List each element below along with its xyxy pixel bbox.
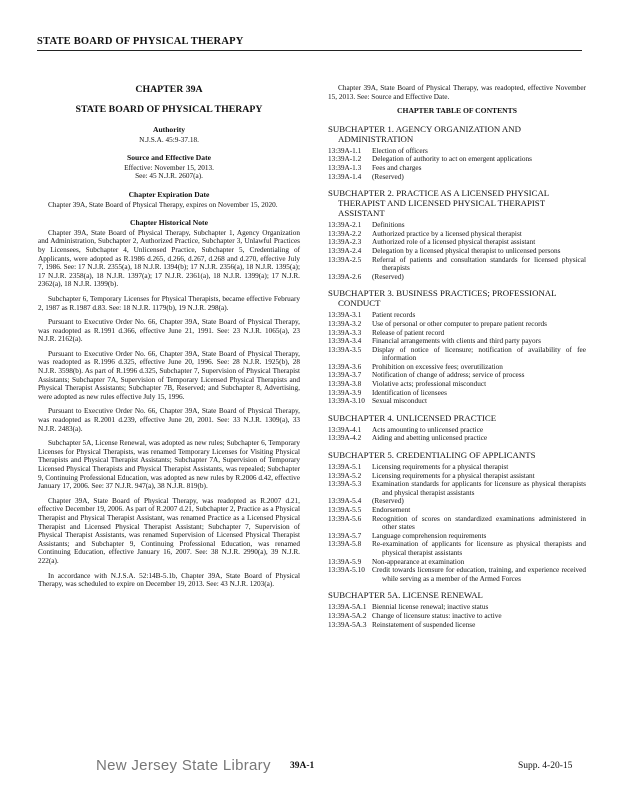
authority-text: N.J.S.A. 45:9-37.18. [139, 135, 199, 144]
section-number: 13:39A-1.2 [328, 155, 362, 164]
section-number: 13:39A-3.2 [328, 319, 362, 328]
section-number: 13:39A-3.4 [328, 337, 362, 346]
toc-entry [328, 247, 586, 256]
section-number: 13:39A-3.3 [328, 328, 362, 337]
toc-entry [328, 221, 586, 230]
history-paragraph: Pursuant to Executive Order No. 66, Chapter 39A, State Board of Physical Therapy, was readopted as R.1991 d.366, effective June 21, 1991. See: 23 N.J.R. 1065(a), 23 N.J.R. 2162(a). [38, 318, 300, 344]
toc-entry [328, 397, 586, 406]
section-number: 13:39A-2.6 [328, 272, 362, 281]
section-title: Patient records [372, 311, 416, 320]
toc-entry [328, 506, 586, 515]
section-number: 13:39A-5A.2 [328, 611, 367, 620]
section-title: Fees and charges [372, 163, 422, 172]
toc-entry [328, 346, 586, 363]
section-title: (Reserved) [372, 172, 404, 181]
authority-heading: Authority [152, 125, 186, 134]
history-paragraph: Pursuant to Executive Order No. 66, Chapter 39A, State Board of Physical Therapy, was readopted as R.2001 d.239, effective June 20, 2001. See: 33 N.J.R. 1309(a), 33 N.J.R. 2483(a). [38, 407, 300, 433]
toc-entry [328, 480, 586, 497]
section-title: (Reserved) [372, 497, 404, 506]
section-title: (Reserved) [372, 272, 404, 281]
toc-entry [328, 311, 586, 320]
section-title: Display of notice of licensure; notification of availability of fee information [372, 345, 586, 363]
toc-entry [328, 540, 586, 557]
section-title: Release of patient record [372, 328, 445, 337]
toc-entry [328, 532, 586, 541]
section-title: Violative acts; professional misconduct [372, 380, 487, 389]
toc-entry [328, 497, 586, 506]
section-number: 13:39A-3.9 [328, 388, 362, 397]
toc-entry [328, 612, 586, 621]
section-title: Definitions [372, 221, 405, 230]
readoption-note: Chapter 39A, State Board of Physical Therapy, was readopted, effective November 15, 2013. See: Source and Effective Date. [328, 84, 586, 101]
subchapter-heading: SUBCHAPTER 5. CREDENTIALING OF APPLICANTS [328, 450, 536, 461]
section-number: 13:39A-3.8 [328, 380, 362, 389]
section-number: 13:39A-3.7 [328, 371, 362, 380]
toc-entry [328, 256, 586, 273]
section-title: Notification of change of address; service of process [372, 371, 525, 380]
section-number: 13:39A-5.9 [328, 557, 362, 566]
section-number: 13:39A-5.5 [328, 506, 362, 514]
section-number: 13:39A-2.3 [328, 238, 362, 247]
section-number: 13:39A-3.6 [328, 362, 362, 371]
expiration-heading: Chapter Expiration Date [128, 189, 210, 199]
left-column [38, 84, 300, 595]
section-title: Delegation by a licensed physical therapist to unlicensed persons [372, 246, 561, 255]
section-title: Prohibition on excessive fees; overutilization [372, 362, 503, 371]
toc-entry [328, 371, 586, 380]
subchapter-heading: SUBCHAPTER 5A. LICENSE RENEWAL [328, 590, 483, 601]
section-title: Acts amounting to unlicensed practice [372, 425, 484, 434]
right-column [328, 84, 586, 629]
toc-entry [328, 320, 586, 329]
section-title: Sexual misconduct [372, 397, 427, 406]
chapter-title: STATE BOARD OF PHYSICAL THERAPY [75, 104, 263, 115]
section-number: 13:39A-5.7 [328, 531, 362, 540]
section-title: Authorized role of a licensed physical therapist assistant [372, 238, 536, 247]
toc-entry [328, 173, 586, 182]
section-number: 13:39A-5.3 [328, 480, 362, 489]
section-number: 13:39A-2.2 [328, 229, 362, 238]
section-title: Endorsement [372, 506, 411, 514]
library-watermark: New Jersey State Library [96, 757, 271, 774]
section-title: Financial arrangements with clients and third party payors [372, 337, 541, 346]
section-number: 13:39A-2.5 [328, 255, 362, 264]
toc-title: CHAPTER TABLE OF CONTENTS [397, 106, 517, 116]
section-title: Referral of patients and consultation standards for licensed physical therapists [372, 255, 586, 273]
section-title: Re-examination of applicants for licensure as physical therapists and physical therapist assistants [372, 540, 586, 557]
toc-entry [328, 389, 586, 398]
subchapter-heading: SUBCHAPTER 1. AGENCY ORGANIZATION AND ADMINISTRATION [328, 123, 521, 144]
section-number: 13:39A-5A.1 [328, 603, 367, 612]
toc-entry [328, 230, 586, 239]
section-title: Delegation of authority to act on emergent applications [372, 155, 532, 164]
section-number: 13:39A-2.4 [328, 246, 362, 255]
header-rule [37, 50, 582, 51]
toc-entry [328, 603, 586, 612]
subchapter-heading: SUBCHAPTER 4. UNLICENSED PRACTICE [328, 412, 497, 423]
source-effective: Effective: November 15, 2013. [124, 163, 214, 172]
toc-entry [328, 363, 586, 372]
section-title: Credit towards licensure for education, training, and experience received while serving as a member of the Armed Forces [372, 566, 586, 583]
section-number: 13:39A-3.5 [328, 345, 362, 354]
section-number: 13:39A-5.4 [328, 497, 362, 506]
source-citation: See: 45 N.J.R. 2607(a). [135, 172, 203, 181]
toc-entry [328, 515, 586, 532]
history-paragraph: Pursuant to Executive Order No. 66, Chapter 39A, State Board of Physical Therapy, was readopted as R.1996 d.325, effective June 20, 1996. See: 28 N.J.R. 1925(b), 28 N.J.R. 3598(b). As part of R.1996 d.325, Subchapter 7, Supervision of Physical Therapist Assistants; Subchapter 7A, Supervision of Temporary Licensed Physical Therapists and Physical Therapist Assistants; Subchapter 7B, Reserved; and Subchapter 8, Advertising, were adopted as new rules effective July 15, 1996. [38, 349, 300, 401]
section-title: Licensing requirements for a physical therapist [372, 463, 509, 472]
section-title: Examination standards for applicants for licensure as physical therapists and physical therapist assistants [372, 480, 586, 497]
toc-entry [328, 426, 586, 435]
toc-entry [328, 463, 586, 472]
source-heading: Source and Effective Date [126, 153, 211, 163]
section-number: 13:39A-5.6 [328, 514, 362, 523]
section-title: Biennial license renewal; inactive status [372, 603, 489, 612]
toc-entry [328, 472, 586, 481]
chapter-number: CHAPTER 39A [135, 84, 203, 95]
toc-entry [328, 273, 586, 282]
section-title: Aiding and abetting unlicensed practice [372, 434, 488, 443]
toc-entry [328, 380, 586, 389]
section-number: 13:39A-4.1 [328, 425, 362, 434]
section-title: Licensing requirements for a physical therapist assistant [372, 471, 535, 480]
toc-entry [328, 558, 586, 567]
section-number: 13:39A-3.1 [328, 311, 362, 320]
section-number: 13:39A-2.1 [328, 221, 362, 230]
section-number: 13:39A-5A.3 [328, 620, 367, 629]
section-number: 13:39A-5.10 [328, 566, 365, 575]
page-number: 39A-1 [290, 761, 315, 771]
toc-entry [328, 566, 586, 583]
history-paragraph: Subchapter 6, Temporary Licenses for Physical Therapists, became effective February 2, 1987 as R.1987 d.83. See: 18 N.J.R. 1179(b), 19 N.J.R. 298(a). [38, 294, 300, 312]
toc-entry [328, 434, 586, 443]
section-number: 13:39A-3.10 [328, 397, 365, 406]
subchapter-heading: SUBCHAPTER 3. BUSINESS PRACTICES; PROFESSIONAL CONDUCT [328, 288, 557, 309]
subchapter-heading: SUBCHAPTER 2. PRACTICE AS A LICENSED PHYSICAL THERAPIST AND LICENSED PHYSICAL THERAPIST ASSISTANT [328, 188, 549, 219]
running-head: STATE BOARD OF PHYSICAL THERAPY [37, 36, 244, 47]
toc-entry [328, 147, 586, 156]
history-paragraph: In accordance with N.J.S.A. 52:14B-5.1b, Chapter 39A, State Board of Physical Therapy, was scheduled to expire on December 19, 2013. See: 43 N.J.R. 1203(a). [38, 571, 300, 589]
section-title: Use of personal or other computer to prepare patient records [372, 319, 547, 328]
section-number: 13:39A-5.8 [328, 540, 362, 549]
section-title: Identification of licensees [372, 388, 447, 397]
section-title: Authorized practice by a licensed physical therapist [372, 229, 522, 238]
section-title: Reinstatement of suspended license [372, 620, 476, 629]
toc-entry [328, 238, 586, 247]
history-heading: Chapter Historical Note [130, 218, 208, 228]
toc-entry [328, 337, 586, 346]
section-title: Recognition of scores on standardized examinations administered in other states [372, 514, 586, 532]
toc-entry [328, 164, 586, 173]
history-paragraph: Chapter 39A, State Board of Physical Therapy, Subchapter 1, Agency Organization and Administration, Subchapter 2, Authorized Practice, Subchapter 3, Unlawful Practices by Licensees, Subchapter 4, Unlicensed Practice, Subchapter 5, Credentialing of Applicants, were adopted as R.1986 d.265, d.266, d.267, d.268 and d.270, effective July 7, 1986. See: 17 N.J.R. 2355(a), 18 N.J.R. 1394(b); 17 N.J.R. 2356(a), 18 N.J.R. 1395(a); 17 N.J.R. 2358(a), 18 N.J.R. 1397(a); 17 N.J.R. 2361(a), 18 N.J.R. 1399(a); 17 N.J.R. 2362(a), 18 N.J.R. 1399(b). [38, 228, 300, 289]
section-number: 13:39A-1.3 [328, 163, 362, 172]
section-title: Election of officers [372, 146, 428, 155]
toc-entry [328, 621, 586, 630]
section-title: Change of licensure status: inactive to active [372, 611, 502, 620]
section-number: 13:39A-5.2 [328, 471, 362, 480]
section-number: 13:39A-1.1 [328, 146, 362, 155]
toc-entry [328, 329, 586, 338]
toc-entry [328, 155, 586, 164]
section-title: Non-appearance at examination [372, 557, 465, 566]
section-number: 13:39A-1.4 [328, 172, 362, 181]
section-number: 13:39A-5.1 [328, 463, 362, 472]
table-of-contents [328, 124, 586, 629]
history-paragraph: Chapter 39A, State Board of Physical Therapy, was readopted as R.2007 d.21, effective December 19, 2006. As part of R.2007 d.21, Subchapter 2, Practice as a Physical Therapist and Physical Therapist Assistant, was renamed Practice as a Licensed Physical Therapist and Licensed Physical Therapist Assistant; Subchapter 7, Supervision of Physical Therapist Assistants, was renamed Supervision of Licensed Physical Therapist Assistants; and Subchapter 9, Continuing Professional Education, was renamed Continuing Education, effective January 16, 2007. See: 38 N.J.R. 2990(a), 39 N.J.R. 222(a). [38, 496, 300, 565]
section-number: 13:39A-4.2 [328, 434, 362, 443]
history-paragraph: Subchapter 5A, License Renewal, was adopted as new rules; Subchapter 6, Temporary Licenses for Physical Therapists, was renamed Temporary Licenses for Visiting Physical Therapists and Physical Therapist Assistants; Subchapter 7A, Supervision of Temporary Licensed Physical Therapists and Physical Therapist Assistants, was repealed; Subchapter 9, Continuing Professional Education, was adopted as new rules by R.2006 d.42, effective January 17, 2006. See: 37 N.J.R. 947(a), 38 N.J.R. 819(b). [38, 439, 300, 491]
expiration-text: Chapter 39A, State Board of Physical Therapy, expires on November 15, 2020. [48, 200, 278, 209]
section-title: Language comprehension requirements [372, 531, 487, 540]
supplement-date: Supp. 4-20-15 [518, 761, 573, 771]
